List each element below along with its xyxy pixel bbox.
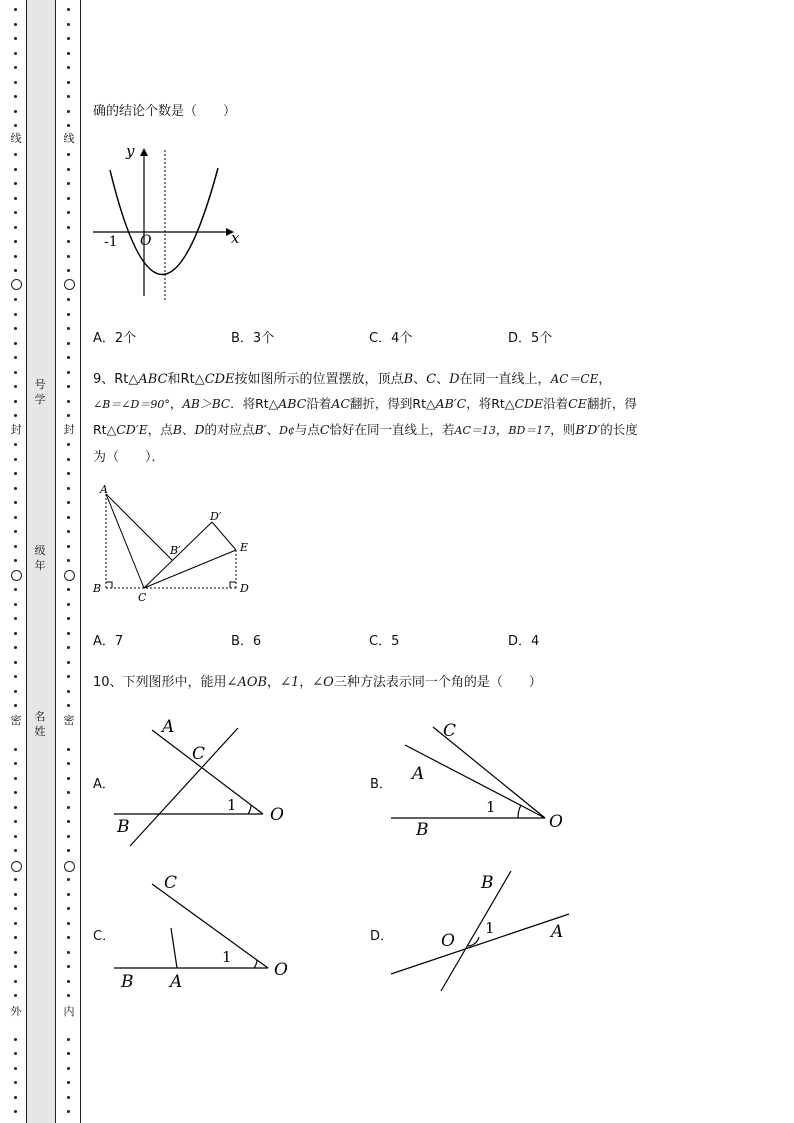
right-label-nei: 内 bbox=[63, 1005, 75, 1018]
q10-figure-a bbox=[108, 710, 298, 850]
binding-dot bbox=[14, 110, 17, 113]
binding-dot bbox=[14, 211, 17, 214]
binding-dot bbox=[67, 342, 70, 345]
binding-dot bbox=[67, 530, 70, 533]
binding-dot bbox=[67, 965, 70, 968]
binding-dot bbox=[67, 1110, 70, 1113]
binding-dot bbox=[67, 994, 70, 997]
y-axis-arrow-icon bbox=[140, 148, 148, 156]
binding-dot bbox=[14, 632, 17, 635]
binding-hole bbox=[64, 861, 75, 872]
margin-border-line bbox=[80, 0, 81, 1123]
binding-dot bbox=[14, 153, 17, 156]
binding-dot bbox=[67, 762, 70, 765]
binding-dot bbox=[67, 1067, 70, 1070]
binding-dot bbox=[67, 1096, 70, 1099]
binding-dot bbox=[67, 1038, 70, 1041]
binding-dot bbox=[14, 907, 17, 910]
binding-dot bbox=[67, 414, 70, 417]
binding-dot bbox=[67, 748, 70, 751]
binding-dot bbox=[14, 530, 17, 533]
label-1: 1 bbox=[485, 919, 495, 937]
label-o: O bbox=[441, 931, 455, 951]
binding-dot bbox=[67, 936, 70, 939]
binding-dot bbox=[14, 182, 17, 185]
binding-dot bbox=[14, 327, 17, 330]
binding-dot bbox=[67, 704, 70, 707]
binding-dot bbox=[14, 516, 17, 519]
binding-dot bbox=[14, 545, 17, 548]
name-field[interactable]: 名 姓 bbox=[34, 710, 46, 738]
binding-dot bbox=[14, 893, 17, 896]
binding-dot bbox=[67, 516, 70, 519]
binding-dot bbox=[14, 313, 17, 316]
binding-dot bbox=[14, 443, 17, 446]
binding-dot bbox=[14, 95, 17, 98]
q10-option-c[interactable]: C． bbox=[93, 929, 116, 944]
segment-ab-prime bbox=[106, 494, 172, 560]
binding-dot bbox=[14, 501, 17, 504]
origin-label: O bbox=[140, 233, 152, 249]
ray-oa bbox=[405, 745, 545, 818]
label-a: A bbox=[162, 717, 175, 737]
segment-ac bbox=[106, 494, 144, 588]
binding-dot bbox=[67, 1081, 70, 1084]
binding-dot bbox=[14, 646, 17, 649]
binding-dot bbox=[67, 168, 70, 171]
student-id-field[interactable]: 号 学 bbox=[34, 378, 46, 406]
q9-option-c[interactable]: C．5 bbox=[369, 634, 400, 649]
binding-dot bbox=[67, 226, 70, 229]
binding-dot bbox=[14, 385, 17, 388]
binding-dot bbox=[14, 8, 17, 11]
label-b: B bbox=[481, 873, 494, 893]
binding-dot bbox=[67, 240, 70, 243]
binding-dot bbox=[67, 66, 70, 69]
q9-option-a[interactable]: A．7 bbox=[93, 634, 124, 649]
binding-dot bbox=[67, 255, 70, 258]
binding-dot bbox=[14, 1081, 17, 1084]
segment-d-prime-e bbox=[212, 522, 236, 550]
segment-ce bbox=[144, 550, 236, 588]
q10-option-d[interactable]: D． bbox=[370, 929, 394, 944]
binding-dot bbox=[67, 298, 70, 301]
binding-dot bbox=[14, 690, 17, 693]
binding-dot bbox=[14, 1096, 17, 1099]
binding-dot bbox=[14, 37, 17, 40]
right-dotted-line bbox=[67, 0, 73, 1123]
q9-stem-line4: 为（ ）． bbox=[93, 450, 165, 465]
binding-dot bbox=[14, 835, 17, 838]
label-c: C bbox=[192, 744, 206, 764]
binding-dot bbox=[14, 748, 17, 751]
binding-dot bbox=[14, 675, 17, 678]
label-b: B bbox=[117, 817, 130, 837]
binding-dot bbox=[67, 8, 70, 11]
q8-option-a[interactable]: A．2个 bbox=[93, 331, 137, 346]
binding-dot bbox=[14, 1067, 17, 1070]
binding-dot bbox=[67, 893, 70, 896]
binding-dot bbox=[14, 980, 17, 983]
binding-dot bbox=[67, 95, 70, 98]
binding-dot bbox=[67, 472, 70, 475]
right-angle-b-icon bbox=[106, 582, 112, 588]
binding-dot bbox=[67, 878, 70, 881]
q8-parabola-graph bbox=[88, 140, 258, 305]
binding-dot bbox=[67, 675, 70, 678]
point-d-label: D bbox=[240, 582, 249, 595]
binding-dot bbox=[14, 777, 17, 780]
binding-dot bbox=[67, 110, 70, 113]
binding-dot bbox=[67, 385, 70, 388]
binding-dot bbox=[14, 661, 17, 664]
left-label-mi: 密 bbox=[10, 714, 22, 727]
binding-dot bbox=[67, 443, 70, 446]
binding-dot bbox=[67, 81, 70, 84]
label-c: C bbox=[443, 721, 457, 741]
binding-dot bbox=[14, 124, 17, 127]
binding-margin bbox=[0, 0, 82, 1123]
binding-dot bbox=[67, 37, 70, 40]
q9-option-d[interactable]: D．4 bbox=[508, 634, 540, 649]
binding-dot bbox=[14, 951, 17, 954]
binding-dot bbox=[14, 226, 17, 229]
q9-stem-line3: Rt△CD′E，点B、D的对应点B′、D¢与点C恰好在同一直线上，若AC＝13，BD＝17，则B′D′的长度 bbox=[93, 422, 638, 437]
label-1: 1 bbox=[227, 796, 237, 814]
left-label-wai: 外 bbox=[10, 1005, 22, 1018]
binding-hole bbox=[11, 279, 22, 290]
binding-dot bbox=[14, 849, 17, 852]
binding-dot bbox=[67, 458, 70, 461]
label-a: A bbox=[551, 922, 564, 942]
binding-dot bbox=[67, 951, 70, 954]
ray-oc bbox=[152, 884, 268, 968]
q10-figure-c bbox=[108, 868, 298, 998]
grade-field[interactable]: 级 年 bbox=[34, 544, 46, 572]
binding-dot bbox=[14, 168, 17, 171]
point-b-prime-label: B′ bbox=[170, 544, 181, 557]
q10-figure-b bbox=[385, 715, 575, 845]
label-o: O bbox=[274, 960, 288, 980]
binding-dot bbox=[67, 487, 70, 490]
left-label-xian: 线 bbox=[10, 132, 22, 145]
q8-option-d[interactable]: D．5个 bbox=[508, 331, 553, 346]
binding-dot bbox=[67, 313, 70, 316]
binding-dot bbox=[67, 400, 70, 403]
q10-option-a[interactable]: A． bbox=[93, 777, 115, 792]
binding-dot bbox=[14, 472, 17, 475]
label-b: B bbox=[416, 820, 429, 840]
binding-dot bbox=[67, 603, 70, 606]
label-c: C bbox=[164, 873, 178, 893]
binding-dot bbox=[14, 1038, 17, 1041]
right-label-xian: 线 bbox=[63, 132, 75, 145]
binding-dot bbox=[14, 240, 17, 243]
binding-dot bbox=[67, 806, 70, 809]
binding-dot bbox=[14, 356, 17, 359]
binding-dot bbox=[67, 371, 70, 374]
label-a: A bbox=[170, 972, 183, 992]
segment-a bbox=[171, 928, 177, 968]
binding-dot bbox=[14, 922, 17, 925]
binding-dot bbox=[14, 617, 17, 620]
binding-dot bbox=[14, 603, 17, 606]
binding-dot bbox=[14, 878, 17, 881]
binding-dot bbox=[67, 124, 70, 127]
transversal-line bbox=[130, 728, 238, 846]
q8-stem-tail: 确的结论个数是（ ） bbox=[93, 104, 237, 119]
binding-dot bbox=[67, 849, 70, 852]
binding-dot bbox=[67, 545, 70, 548]
binding-dot bbox=[67, 646, 70, 649]
binding-dot bbox=[67, 1052, 70, 1055]
binding-dot bbox=[14, 52, 17, 55]
q9-stem-line1: 9、Rt△ABC和Rt△CDE按如图所示的位置摆放，顶点B、C、D在同一直线上，AC＝CE， bbox=[93, 372, 612, 387]
binding-dot bbox=[14, 559, 17, 562]
binding-hole bbox=[64, 570, 75, 581]
binding-dot bbox=[67, 327, 70, 330]
binding-dot bbox=[14, 487, 17, 490]
binding-dot bbox=[67, 588, 70, 591]
right-label-feng: 封 bbox=[63, 423, 75, 436]
q9-stem-line2: ∠B＝∠D＝90°，AB＞BC．将Rt△ABC沿着AC翻折，得到Rt△AB′C，将Rt△CDE沿着CE翻折，得 bbox=[93, 396, 637, 411]
binding-dot bbox=[67, 980, 70, 983]
binding-dot bbox=[14, 269, 17, 272]
binding-dot bbox=[14, 994, 17, 997]
label-o: O bbox=[549, 812, 563, 832]
binding-dot bbox=[14, 371, 17, 374]
q8-option-c[interactable]: C．4个 bbox=[369, 331, 413, 346]
binding-dot bbox=[14, 791, 17, 794]
point-e-label: E bbox=[240, 541, 249, 554]
binding-dot bbox=[14, 820, 17, 823]
binding-dot bbox=[67, 501, 70, 504]
right-angle-d-icon bbox=[230, 582, 236, 588]
angle-arc-icon bbox=[248, 805, 251, 814]
binding-dot bbox=[14, 458, 17, 461]
binding-hole bbox=[11, 570, 22, 581]
binding-dot bbox=[67, 632, 70, 635]
q10-figure-d bbox=[385, 865, 585, 995]
x-axis-label: x bbox=[231, 229, 240, 247]
right-label-mi: 密 bbox=[63, 714, 75, 727]
binding-dot bbox=[14, 588, 17, 591]
binding-dot bbox=[14, 762, 17, 765]
label-1: 1 bbox=[486, 798, 496, 816]
y-axis-label: y bbox=[126, 142, 135, 160]
binding-dot bbox=[14, 400, 17, 403]
binding-dot bbox=[67, 922, 70, 925]
binding-dot bbox=[14, 66, 17, 69]
label-o: O bbox=[270, 805, 284, 825]
binding-dot bbox=[67, 182, 70, 185]
binding-dot bbox=[67, 777, 70, 780]
binding-dot bbox=[14, 936, 17, 939]
point-b-label: B bbox=[93, 582, 102, 595]
binding-dot bbox=[67, 617, 70, 620]
binding-dot bbox=[14, 255, 17, 258]
binding-dot bbox=[14, 342, 17, 345]
binding-dot bbox=[14, 197, 17, 200]
binding-dot bbox=[67, 269, 70, 272]
binding-dot bbox=[67, 23, 70, 26]
parabola-curve bbox=[110, 168, 218, 275]
binding-dot bbox=[67, 690, 70, 693]
q9-option-b[interactable]: B．6 bbox=[231, 634, 262, 649]
binding-dot bbox=[14, 414, 17, 417]
point-a-label: A bbox=[100, 483, 108, 496]
binding-dot bbox=[14, 23, 17, 26]
binding-dot bbox=[14, 81, 17, 84]
binding-dot bbox=[67, 835, 70, 838]
label-a: A bbox=[412, 764, 425, 784]
label-1: 1 bbox=[222, 948, 232, 966]
binding-dot bbox=[67, 211, 70, 214]
binding-dot bbox=[67, 661, 70, 664]
binding-dot bbox=[14, 806, 17, 809]
binding-dot bbox=[14, 965, 17, 968]
binding-dot bbox=[67, 52, 70, 55]
binding-hole bbox=[64, 279, 75, 290]
point-c-label: C bbox=[138, 591, 147, 604]
angle-arc-icon bbox=[518, 805, 521, 818]
angle-arc-icon bbox=[254, 960, 257, 968]
binding-dot bbox=[14, 1110, 17, 1113]
left-dotted-line bbox=[14, 0, 20, 1123]
binding-dot bbox=[67, 820, 70, 823]
binding-dot bbox=[67, 907, 70, 910]
label-b: B bbox=[121, 972, 134, 992]
q8-option-b[interactable]: B．3个 bbox=[231, 331, 275, 346]
binding-dot bbox=[14, 1052, 17, 1055]
binding-dot bbox=[67, 197, 70, 200]
binding-dot bbox=[67, 791, 70, 794]
binding-dot bbox=[67, 356, 70, 359]
q10-stem: 10、下列图形中，能用∠AOB，∠1，∠O三种方法表示同一个角的是（ ） bbox=[93, 675, 542, 690]
left-label-feng: 封 bbox=[10, 423, 22, 436]
binding-dot bbox=[67, 559, 70, 562]
ray-oa bbox=[152, 730, 263, 814]
q9-triangle-figure bbox=[88, 478, 263, 606]
minus-one-label: -1 bbox=[104, 234, 118, 250]
binding-dot bbox=[14, 704, 17, 707]
point-d-prime-label: D′ bbox=[210, 510, 222, 523]
binding-dot bbox=[14, 298, 17, 301]
q10-option-b[interactable]: B． bbox=[370, 777, 392, 792]
binding-hole bbox=[11, 861, 22, 872]
binding-dot bbox=[67, 153, 70, 156]
